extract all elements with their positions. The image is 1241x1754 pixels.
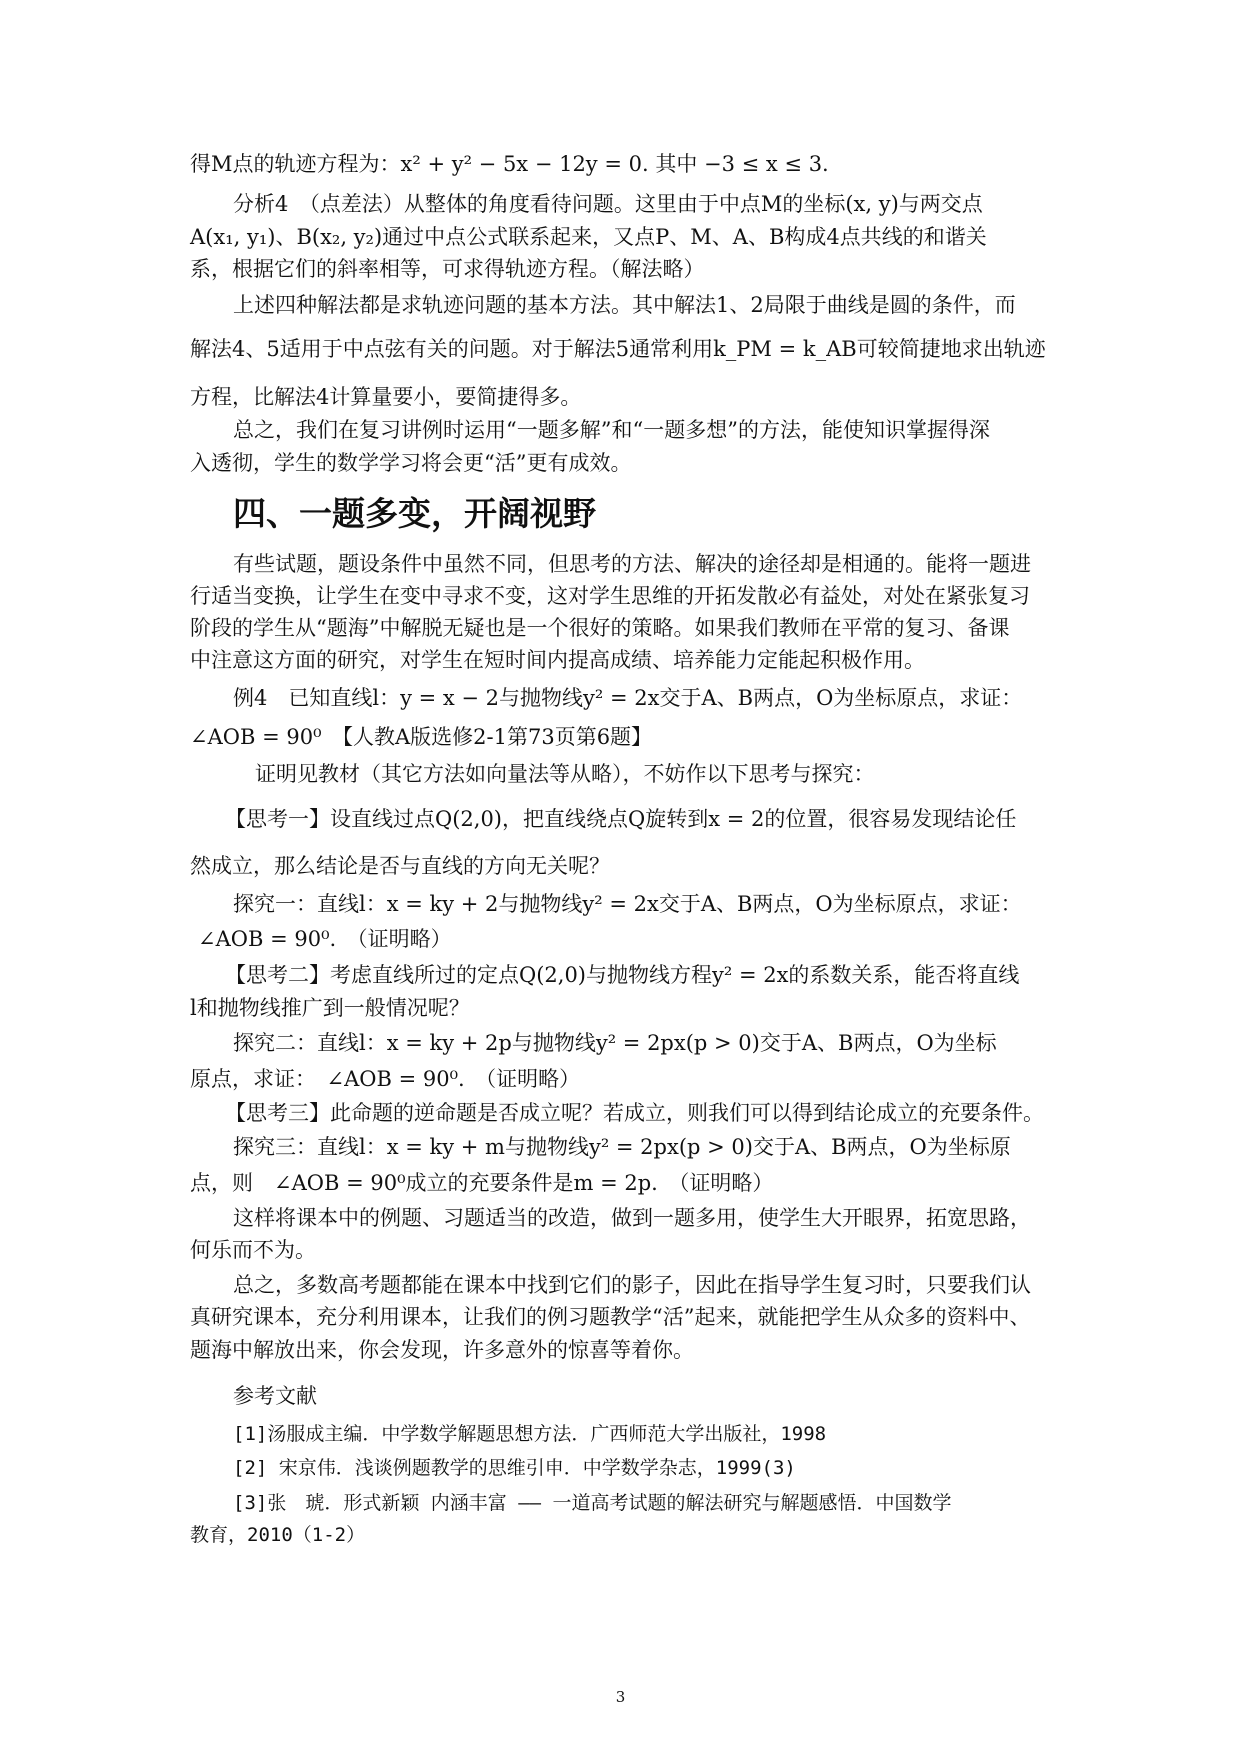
page-number: 3 (615, 1688, 626, 1706)
paragraph-line: 阶段的学生从“题海”中解脱无疑也是一个很好的策略。如果我们教师在平常的复习、备课 (190, 616, 1010, 640)
exploration-line: 探究二：直线l：x = ky + 2p与抛物线y² = 2px(p > 0)交于A、B两点，O为坐标 (233, 1031, 997, 1055)
paragraph-line: 分析4 （点差法）从整体的角度看待问题。这里由于中点M的坐标(x, y)与两交点 (233, 192, 983, 216)
reference-item: [3]张 琥．形式新颖 内涵丰富 —— 一道高考试题的解法研究与解题感悟．中国数学 (233, 1492, 952, 1514)
reference-item: [1]汤服成主编．中学数学解题思想方法．广西师范大学出版社，1998 (233, 1423, 827, 1445)
paragraph-line: 中注意这方面的研究，对学生在短时间内提高成绩、培养能力定能起积极作用。 (190, 648, 925, 672)
paragraph-line: 何乐而不为。 (190, 1238, 316, 1262)
paragraph-line: l和抛物线推广到一般情况呢？ (190, 996, 470, 1020)
paragraph-line: A(x₁, y₁)、B(x₂, y₂)通过中点公式联系起来，又点P、M、A、B构成4点共线的和谐关 (190, 225, 987, 249)
paragraph-line: 得M点的轨迹方程为：x² + y² − 5x − 12y = 0. 其中 −3 ≤ x ≤ 3. (190, 152, 829, 176)
exploration-line: ∠AOB = 90⁰. （证明略） (198, 927, 452, 951)
example-line: 例4 已知直线l：y = x − 2与抛物线y² = 2x交于A、B两点，O为坐标原点，求证： (233, 686, 1023, 710)
paragraph-line: 证明见教材（其它方法如向量法等从略），不妨作以下思考与探究： (255, 762, 875, 786)
paragraph-line: 解法4、5适用于中点弦有关的问题。对于解法5通常利用k_PM = k_AB可较简捷地求出轨迹 (190, 337, 1046, 361)
paragraph-line: 有些试题，题设条件中虽然不同，但思考的方法、解决的途径却是相通的。能将一题进 (233, 552, 1031, 576)
references-title: 参考文献 (233, 1384, 317, 1408)
paragraph-line: 总之，多数高考题都能在课本中找到它们的影子，因此在指导学生复习时，只要我们认 (233, 1273, 1031, 1297)
paragraph-line: 入透彻，学生的数学学习将会更“活”更有成效。 (190, 451, 632, 475)
exploration-line: 原点，求证： ∠AOB = 90⁰. （证明略） (190, 1067, 581, 1091)
paragraph-line: 这样将课本中的例题、习题适当的改造，做到一题多用，使学生大开眼界，拓宽思路， (233, 1206, 1031, 1230)
thinking-line: 【思考三】此命题的逆命题是否成立呢？若成立，则我们可以得到结论成立的充要条件。 (225, 1101, 1044, 1125)
reference-item: [2] 宋京伟．浅谈例题教学的思维引申．中学数学杂志，1999(3) (233, 1457, 796, 1479)
section-heading: 四、一题多变，开阔视野 (233, 494, 596, 533)
paragraph-line: 题海中解放出来，你会发现，许多意外的惊喜等着你。 (190, 1338, 694, 1362)
exploration-line: 探究一：直线l：x = ky + 2与抛物线y² = 2x交于A、B两点，O为坐标原点，求证： (233, 892, 1022, 916)
paragraph-line: 总之，我们在复习讲例时运用“一题多解”和“一题多想”的方法，能使知识掌握得深 (233, 418, 990, 442)
paragraph-line: 真研究课本，充分利用课本，让我们的例习题教学“活”起来，就能把学生从众多的资料中、 (190, 1305, 1031, 1329)
paragraph-line: 然成立，那么结论是否与直线的方向无关呢？ (190, 854, 610, 878)
thinking-line: 【思考二】考虑直线所过的定点Q(2,0)与抛物线方程y² = 2x的系数关系，能否将直线 (225, 963, 1020, 987)
exploration-line: 点，则 ∠AOB = 90⁰成立的充要条件是m = 2p. （证明略） (190, 1171, 774, 1195)
paragraph-line: 系，根据它们的斜率相等，可求得轨迹方程。（解法略） (190, 257, 705, 281)
paragraph-line: 行适当变换，让学生在变中寻求不变，这对学生思维的开拓发散必有益处，对处在紧张复习 (190, 584, 1030, 608)
reference-item: 教育，2010（1-2） (190, 1524, 366, 1546)
thinking-line: 【思考一】设直线过点Q(2,0)，把直线绕点Q旋转到x = 2的位置，很容易发现结论任 (225, 807, 1017, 831)
example-line: ∠AOB = 90⁰ 【人教A版选修2-1第73页第6题】 (190, 725, 653, 749)
paragraph-line: 方程，比解法4计算量要小，要简捷得多。 (190, 385, 582, 409)
paragraph-line: 上述四种解法都是求轨迹问题的基本方法。其中解法1、2局限于曲线是圆的条件，而 (233, 293, 1016, 317)
exploration-line: 探究三：直线l：x = ky + m与抛物线y² = 2px(p > 0)交于A、B两点，O为坐标原 (233, 1135, 1011, 1159)
